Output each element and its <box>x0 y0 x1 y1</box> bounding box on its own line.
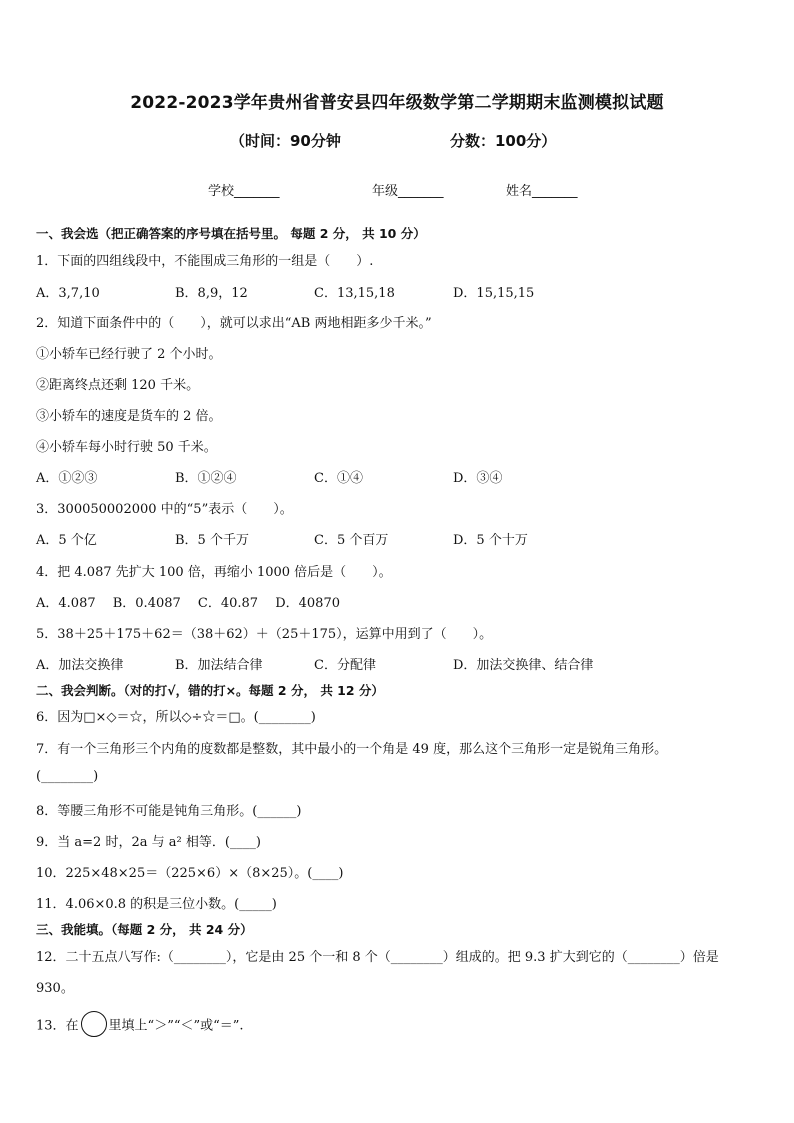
q3-option-b: B．5 个千万 <box>175 533 249 548</box>
question-3: 3．300050002000 中的“5”表示（ ）。 <box>36 502 293 517</box>
q2-option-d: D．③④ <box>453 471 503 486</box>
question-9: 9．当 a=2 时，2a 与 a² 相等．(____) <box>36 835 261 850</box>
q5-option-a: A．加法交换律 <box>36 658 124 673</box>
question-4: 4．把 4.087 先扩大 100 倍，再缩小 1000 倍后是（ ）。 <box>36 565 392 580</box>
name-field: 姓名_______ <box>506 184 578 199</box>
section-2-heading: 二、我会判断。（对的打√，错的打×。每题 2 分， 共 12 分） <box>36 683 384 698</box>
q2-option-b: B．①②④ <box>175 471 237 486</box>
q5-option-c: C．分配律 <box>314 658 376 673</box>
question-6: 6．因为□×◇＝☆，所以◇÷☆＝□。(________) <box>36 710 316 725</box>
question-7-blank: (________) <box>36 769 99 784</box>
question-11: 11．4.06×0.8 的积是三位小数。(_____) <box>36 897 277 912</box>
question-7: 7．有一个三角形三个内角的度数都是整数，其中最小的一个角是 49 度，那么这个三角形一定是锐角三角形。 <box>36 742 668 757</box>
grade-field: 年级_______ <box>372 184 444 199</box>
q3-option-d: D．5 个十万 <box>453 533 528 548</box>
question-12: 12．二十五点八写作:（________），它是由 25 个一和 8 个（________）组成的。把 9.3 扩大到它的（________）倍是 <box>36 950 719 965</box>
section-1-heading: 一、我会选（把正确答案的序号填在括号里。 每题 2 分， 共 10 分） <box>36 226 426 241</box>
q1-option-a: A．3,7,10 <box>36 286 100 301</box>
q1-option-c: C．13,15,18 <box>314 286 395 301</box>
q4-options: A．4.087 B．0.4087 C．40.87 D．40870 <box>36 596 340 611</box>
q2-condition-2: ②距离终点还剩 120 千米。 <box>36 378 200 393</box>
q3-option-c: C．5 个百万 <box>314 533 389 548</box>
q13-suffix: 里填上“＞”“＜”或“＝”. <box>108 1018 244 1034</box>
q5-option-d: D．加法交换律、结合律 <box>453 658 594 673</box>
q3-option-a: A．5 个亿 <box>36 533 97 548</box>
question-10: 10．225×48×25＝（225×6）×（8×25）。(____) <box>36 866 344 881</box>
score-label: 分数：100分） <box>450 132 557 150</box>
question-2: 2．知道下面条件中的（ ），就可以求出“AB 两地相距多少千米。” <box>36 316 432 331</box>
question-8: 8．等腰三角形不可能是钝角三角形。(______) <box>36 804 302 819</box>
time-label: （时间：90分钟 <box>230 132 341 150</box>
q2-condition-4: ④小轿车每小时行驶 50 千米。 <box>36 440 217 455</box>
page-title: 2022-2023学年贵州省普安县四年级数学第二学期期末监测模拟试题 <box>130 93 664 113</box>
q1-option-b: B．8,9，12 <box>175 286 248 301</box>
q13-prefix: 13．在 <box>36 1018 79 1034</box>
q5-option-b: B．加法结合律 <box>175 658 263 673</box>
section-3-heading: 三、我能填。（每题 2 分， 共 24 分） <box>36 922 253 937</box>
q2-condition-3: ③小轿车的速度是货车的 2 倍。 <box>36 409 222 424</box>
question-1: 1．下面的四组线段中，不能围成三角形的一组是（ ）. <box>36 254 374 269</box>
school-field: 学校_______ <box>208 184 280 199</box>
q1-option-d: D．15,15,15 <box>453 286 535 301</box>
q2-condition-1: ①小轿车已经行驶了 2 个小时。 <box>36 347 222 362</box>
question-13 <box>36 1013 244 1039</box>
question-12-cont: 930。 <box>36 981 74 996</box>
q2-option-a: A．①②③ <box>36 471 98 486</box>
circle-icon <box>81 1011 107 1037</box>
question-5: 5．38＋25＋175＋62＝（38＋62）＋（25＋175），运算中用到了（ ）。 <box>36 627 493 642</box>
q2-option-c: C．①④ <box>314 471 363 486</box>
